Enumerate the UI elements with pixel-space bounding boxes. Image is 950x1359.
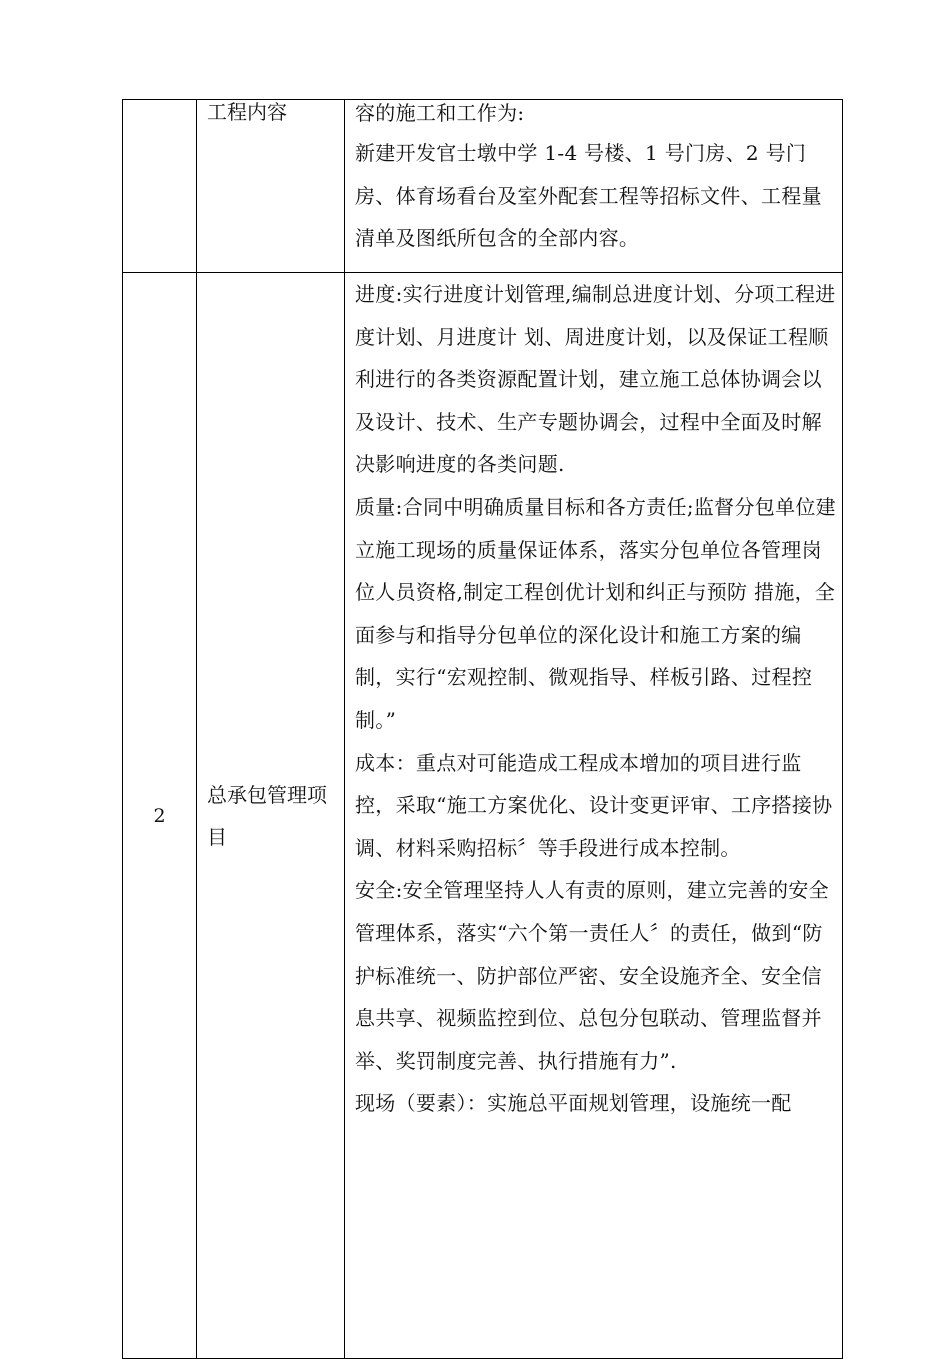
row-label: 工程内容 — [197, 100, 345, 273]
row-number: 2 — [123, 273, 197, 1359]
row-label: 总承包管理项目 — [197, 273, 345, 1359]
content-paragraph: 新建开发官士墩中学 1-4 号楼、1 号门房、2 号门房、体育场看台及室外配套工程等招标文件、工程量清单及图纸所包含的全部内容。 — [355, 141, 822, 251]
table-row — [123, 100, 843, 273]
table-row — [123, 273, 843, 1359]
scope-table — [122, 99, 843, 1359]
row-number — [123, 100, 197, 273]
content-paragraph-progress: 进度:实行进度计划管理,编制总进度计划、分项工程进度计划、月进度计 划、周进度计划，以及保证工程顺利进行的各类资源配置计划，建立施工总体协调会以及设计、技术、生产专题协调会，过程中全面及时解决影响进度的各类问题. — [355, 282, 836, 477]
content-paragraph-quality: 质量:合同中明确质量目标和各方责任;监督分包单位建立施工现场的质量保证体系，落实分包单位各管理岗位人员资格,制定工程创优计划和纠正与预防 措施，全面参与和指导分包单位的深化设计和施工方案的编制，实行“宏观控制、微观指导、样板引路、过程控制。” — [355, 494, 836, 732]
content-paragraph: 容的施工和工作为: — [355, 101, 525, 125]
content-paragraph-site: 现场（要素）：实施总平面规划管理，设施统一配 — [355, 1091, 792, 1116]
content-paragraph-cost: 成本：重点对可能造成工程成本增加的项目进行监控，采取“施工方案优化、设计变更评审、工序搭接协调、材料采购招标〞等手段进行成本控制。 — [355, 750, 833, 860]
content-paragraph-safety: 安全:安全管理坚持人人有责的原则，建立完善的安全管理体系，落实“六个第一责任人〞的责任，做到“防护标准统一、防护部位严密、安全设施齐全、安全信息共享、视频监控到位、总包分包联动、管理监督并举、奖罚制度完善、执行措施有力”. — [355, 878, 829, 1073]
row-content — [345, 100, 843, 273]
row-content — [345, 273, 843, 1359]
